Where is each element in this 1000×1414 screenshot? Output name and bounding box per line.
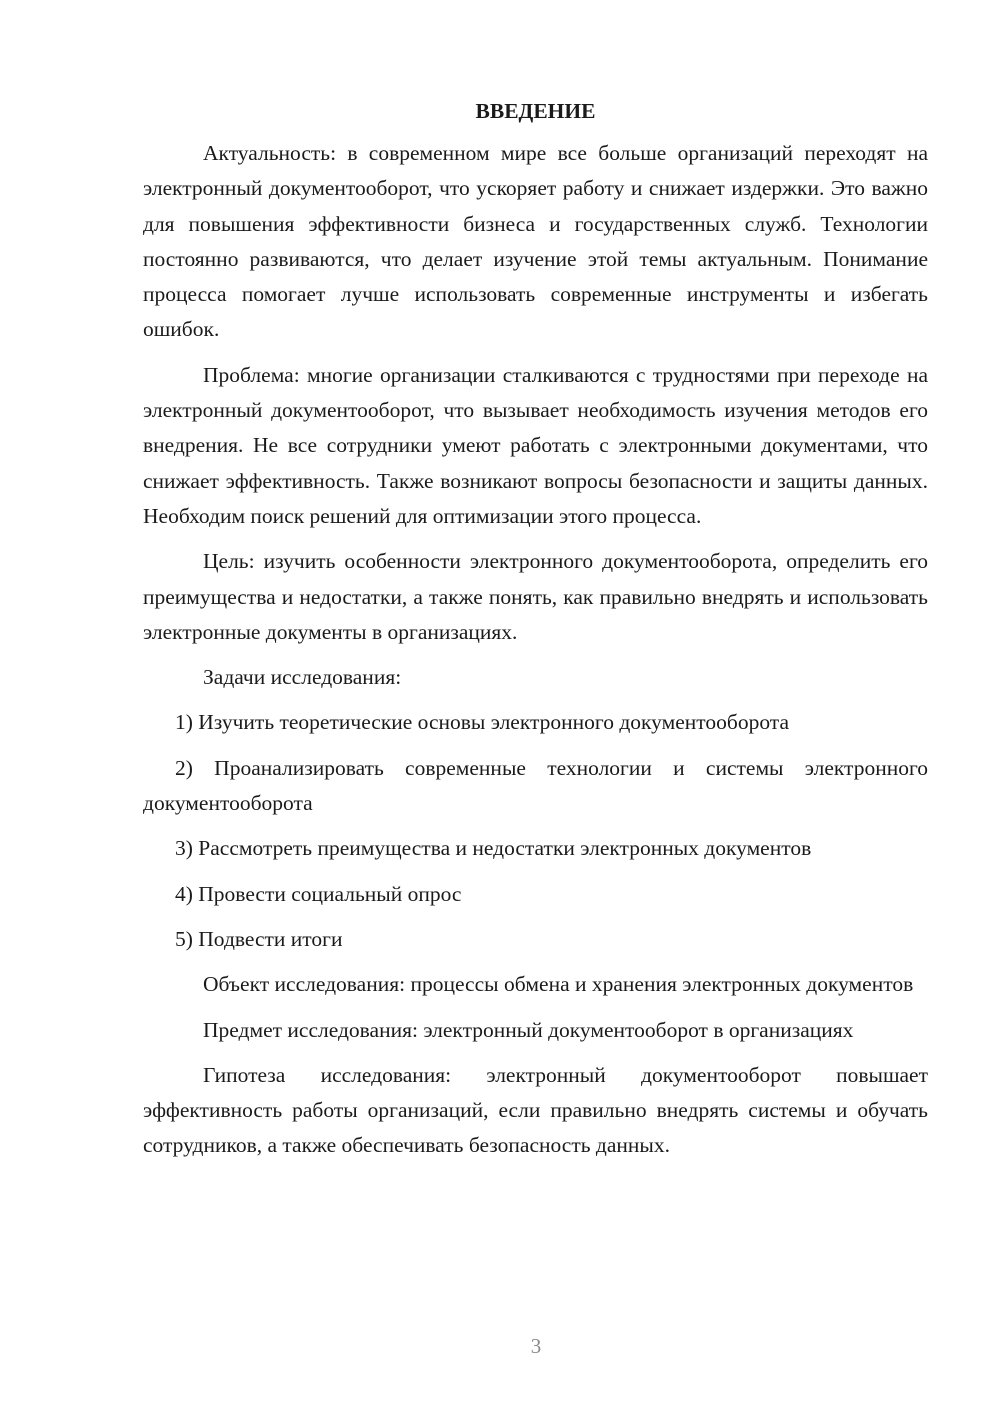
document-body <box>143 96 928 1174</box>
task-item-3: 3) Рассмотреть преимущества и недостатки электронных документов <box>175 836 812 861</box>
paragraph-object: Объект исследования: процессы обмена и хранения электронных документов <box>203 972 914 997</box>
paragraph-goal: Цель: изучить особенности электронного документооборота, определить его преимущества и недостатки, а также понять, как правильно внедрять и использовать электронные документы в организациях. <box>143 549 928 644</box>
paragraph-subject: Предмет исследования: электронный документооборот в организациях <box>203 1017 854 1042</box>
paragraph-relevance: Актуальность: в современном мире все больше организаций переходят на электронный документооборот, что ускоряет работу и снижает издержки. Это важно для повышения эффективности бизнеса и государственных служб. Технологии постоянно развиваются, что делает изучение этой темы актуальным. Понимание процесса помогает лучше использовать современные инструменты и избегать ошибок. <box>143 141 928 342</box>
task-item-5: 5) Подвести итоги <box>175 926 343 951</box>
tasks-heading: Задачи исследования: <box>203 665 402 690</box>
task-item-1: 1) Изучить теоретические основы электронного документооборота <box>175 710 790 735</box>
task-item-4: 4) Провести социальный опрос <box>175 881 462 906</box>
page-title: ВВЕДЕНИЕ <box>475 99 596 123</box>
page-number: 3 <box>530 1334 542 1358</box>
task-item-2: 2) Проанализировать современные технологии и системы электронного документооборота <box>143 755 928 816</box>
paragraph-hypothesis: Гипотеза исследования: электронный документооборот повышает эффективность работы организаций, если правильно внедрять системы и обучать сотрудников, а также обеспечивать безопасность данных. <box>143 1062 928 1158</box>
paragraph-problem: Проблема: многие организации сталкиваются с трудностями при переходе на электронный документооборот, что вызывает необходимость изучения методов его внедрения. Не все сотрудники умеют работать с электронными документами, что снижает эффективность. Также возникают вопросы безопасности и защиты данных. Необходим поиск решений для оптимизации этого процесса. <box>143 362 928 528</box>
